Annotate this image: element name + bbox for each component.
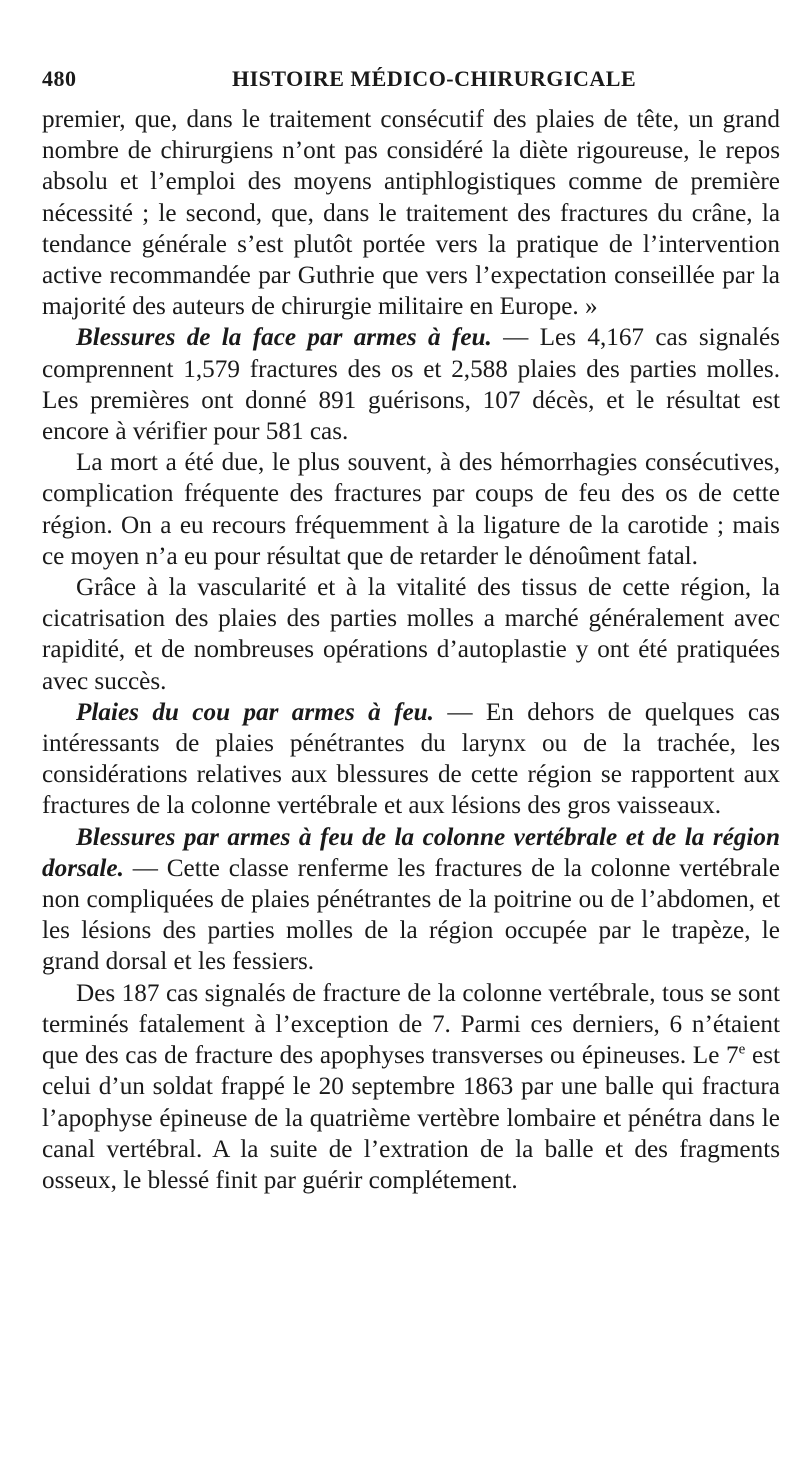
paragraph-spine-cases xyxy=(42,978,780,1196)
paragraph-text: — En dehors de quelques cas intéressants de plaies pénétrantes du larynx ou de la trachée, les considérations relatives aux blessures de cette région se rapportent aux fractures de la colonne vertébrale et aux lésions des gros vaisseaux. xyxy=(42,698,780,820)
paragraph-hemorrhage xyxy=(42,447,780,572)
paragraph-neck-wounds xyxy=(42,697,780,822)
running-title: HISTOIRE MÉDICO-CHIRURGICALE xyxy=(232,66,637,91)
paragraph-face-wounds xyxy=(42,322,780,447)
section-heading-face: Blessures de la face par armes à feu. xyxy=(76,324,492,352)
section-heading-spine: Blessures par armes à feu de la colonne vertébrale et de la région dorsale. xyxy=(42,823,780,882)
running-head xyxy=(42,60,780,96)
paragraph-text: premier, que, dans le traitement consécutif des plaies de tête, un grand nombre de chirurgiens n’ont pas considéré la diète rigoureuse, le repos absolu et l’emploi des moyens antiphlogistiques comme de première nécessité ; le second, que, dans le traitement des fractures du crâne, la tendance générale s’est plutôt portée vers la pratique de l’intervention active recommandée par Guthrie que vers l’expectation conseillée par la majorité des auteurs de chirurgie militaire en Europe. » xyxy=(42,106,780,321)
paragraph-continuation xyxy=(42,104,780,322)
body-text xyxy=(42,104,780,1196)
paragraph-text: — Les 4,167 cas signalés comprennent 1,579 fractures des os et 2,588 plaies des parties molles. Les premières ont donné 891 guérisons, 107 décès, et le résultat est encore à vérifier pour 581 cas. xyxy=(42,324,780,446)
paragraph-text: Grâce à la vascularité et à la vitalité des tissus de cette région, la cicatrisation des plaies des parties molles a marché généralement avec rapidité, et de nombreuses opérations d’autoplastie y ont été pratiquées avec succès. xyxy=(42,574,780,695)
paragraph-vascularity xyxy=(42,572,780,697)
paragraph-text: est celui d’un soldat frappé le 20 septembre 1863 par une balle qui fractura l’apophyse épineuse de la quatrième vertèbre lombaire et pénétra dans le canal vertébral. A la suite de l’extration de la balle et des fragments osseux, le blessé finit par guérir complétement. xyxy=(42,1042,780,1194)
paragraph-text: — Cette classe renferme les fractures de la colonne vertébrale non compliquées de plaies pénétrantes de la poitrine ou de l’abdomen, et les lésions des parties molles de la région occupée par le trapèze, le grand dorsal et les fessiers. xyxy=(42,854,780,976)
page-number: 480 xyxy=(42,66,77,91)
paragraph-text: Des 187 cas signalés de fracture de la colonne vertébrale, tous se sont terminés fatalement à l’exception de 7. Parmi ces derniers, 6 n’étaient que des cas de fracture des apophyses transverses ou épineuses. Le 7 xyxy=(42,979,780,1070)
section-heading-neck: Plaies du cou par armes à feu. xyxy=(76,698,434,726)
book-page xyxy=(42,60,780,1196)
paragraph-text: La mort a été due, le plus souvent, à des hémorrhagies consécutives, complication fréquente des fractures par coups de feu des os de cette région. On a eu recours fréquemment à la ligature de la carotide ; mais ce moyen n’a eu pour résultat que de retarder le dénoûment fatal. xyxy=(42,449,780,570)
superscript: e xyxy=(738,1041,746,1058)
paragraph-spine-wounds xyxy=(42,822,780,978)
